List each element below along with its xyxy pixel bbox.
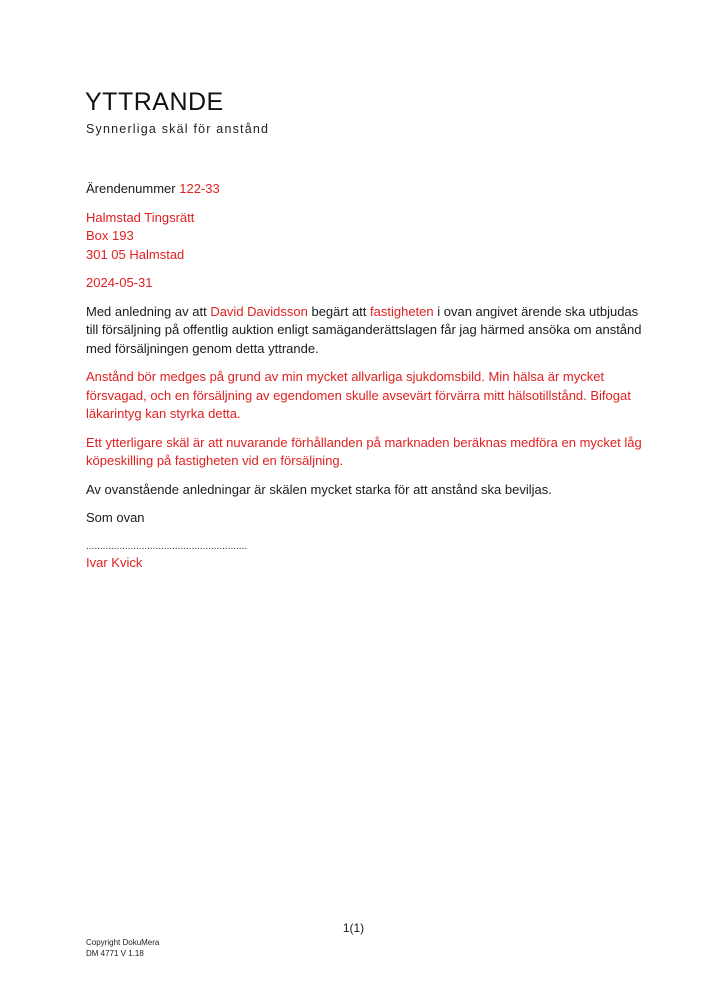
copyright-text: Copyright DokuMera (86, 938, 160, 947)
case-number-label: Ärendenummer (86, 181, 176, 196)
recipient-line-3: 301 05 Halmstad (86, 246, 185, 262)
intro-paragraph (86, 303, 646, 359)
document-subtitle: Synnerliga skäl för anstånd (86, 122, 270, 136)
version-text: DM 4771 V 1.18 (86, 949, 144, 958)
intro-text-3: i ovan angivet ärende ska utbjudas till försäljning på offentlig auktion enligt samäganderättslagen får jag härmed ansöka om anstånd med försäljningen genom detta yttrande. (86, 303, 642, 356)
intro-text-1: Med anledning av att (86, 303, 211, 319)
reason-paragraph-2: Ett ytterligare skäl är att nuvarande förhållanden på marknaden beräknas medföra en mycket låg köpeskilling på fastigheten vid en försäljning. (86, 434, 642, 468)
document-body (86, 180, 646, 572)
closing-phrase: Som ovan (86, 510, 145, 525)
signature-block (86, 540, 646, 573)
document-title: YTTRANDE (85, 88, 224, 116)
signature-line: .......................................................... (86, 540, 248, 552)
property-term: fastigheten (370, 303, 434, 319)
reason-paragraph-1: Anstånd bör medges på grund av min mycket allvarliga sjukdomsbild. Min hälsa är mycket försvagad, och en försäljning av egendomen skulle avsevärt förvärra mitt hälsotillstånd. Bifogat läkarintyg kan styrka detta. (86, 369, 631, 421)
recipient-line-2: Box 193 (86, 228, 134, 243)
case-number-line (86, 180, 646, 199)
case-number-value: 122-33 (179, 181, 220, 196)
document-date: 2024-05-31 (86, 275, 153, 290)
page-number: 1(1) (342, 921, 365, 935)
recipient-address (86, 209, 646, 265)
intro-text-2: begärt att (307, 303, 371, 319)
conclusion-paragraph: Av ovanstående anledningar är skälen mycket starka för att anstånd ska beviljas. (86, 481, 552, 497)
party-name: David Davidsson (210, 303, 308, 319)
recipient-line-1: Halmstad Tingsrätt (86, 209, 195, 225)
footer (86, 937, 159, 959)
signer-name: Ivar Kvick (86, 554, 143, 570)
